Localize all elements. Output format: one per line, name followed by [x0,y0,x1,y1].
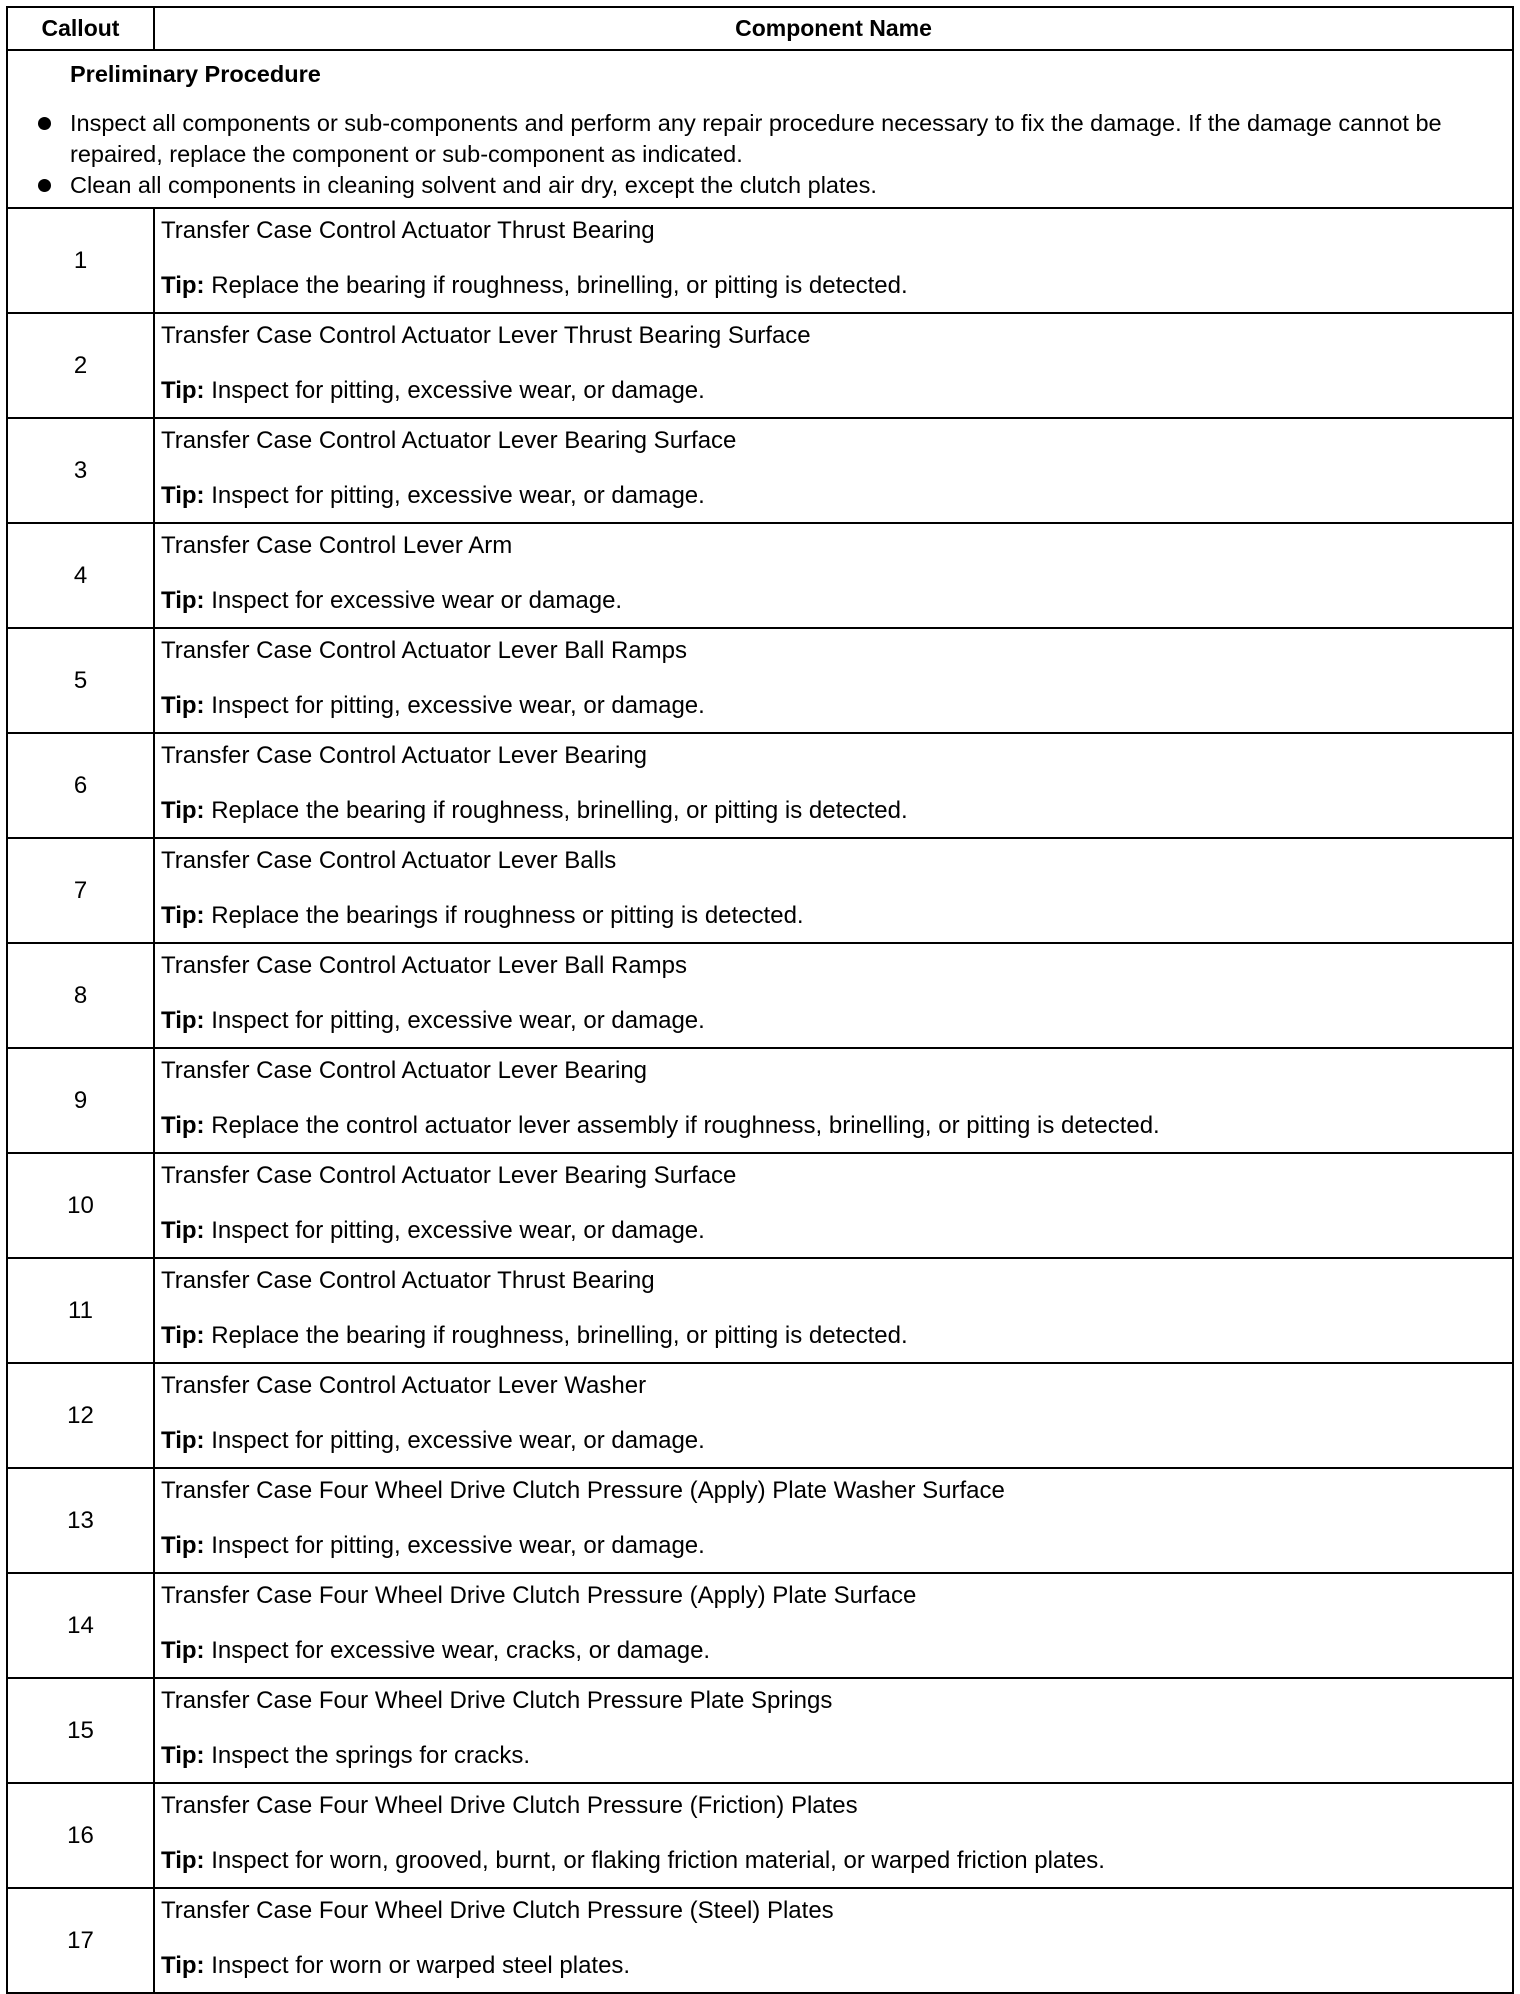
tip-text: Inspect for pitting, excessive wear, or damage. [211,1532,705,1559]
component-name: Transfer Case Four Wheel Drive Clutch Pressure (Steel) Plates [161,1897,834,1924]
component-cell [154,1678,1513,1783]
tip-text: Inspect for worn or warped steel plates. [211,1952,631,1979]
table-row [7,838,1513,943]
component-cell [154,313,1513,418]
component-name: Transfer Case Control Actuator Lever Bearing [161,1057,648,1084]
component-cell [154,838,1513,943]
tip-label: Tip: [161,1847,205,1874]
component-name: Transfer Case Four Wheel Drive Clutch Pressure (Friction) Plates [161,1792,858,1819]
component-name: Transfer Case Four Wheel Drive Clutch Pressure Plate Springs [161,1687,833,1714]
component-cell [154,1783,1513,1888]
callout-number: 6 [7,733,154,838]
tip-label: Tip: [161,1007,205,1034]
tip-text: Inspect for pitting, excessive wear, or damage. [211,692,705,719]
tip-text: Inspect for pitting, excessive wear, or damage. [211,1007,705,1034]
tip-text: Inspect for worn, grooved, burnt, or flaking friction material, or warped friction plates. [211,1847,1105,1874]
tip-label: Tip: [161,1637,205,1664]
component-cell [154,1363,1513,1468]
tip-line [161,797,908,824]
table-row [7,418,1513,523]
table-row [7,628,1513,733]
component-cell [154,1573,1513,1678]
tip-text: Replace the bearing if roughness, brinelling, or pitting is detected. [211,272,908,299]
callout-number: 17 [7,1888,154,1993]
component-cell [154,628,1513,733]
tip-line [161,587,622,614]
tip-line [161,902,804,929]
callout-number: 11 [7,1258,154,1363]
tip-label: Tip: [161,1112,205,1139]
preliminary-title: Preliminary Procedure [70,61,321,87]
callout-number: 16 [7,1783,154,1888]
bullet-dot-icon [38,117,51,130]
header-row [7,7,1513,50]
tip-label: Tip: [161,482,205,509]
callout-number: 8 [7,943,154,1048]
tip-line [161,272,908,299]
component-table [6,6,1514,1994]
table-row [7,1258,1513,1363]
tip-line [161,692,705,719]
callout-number: 14 [7,1573,154,1678]
tip-text: Inspect for pitting, excessive wear, or damage. [211,1427,705,1454]
tip-line [161,1952,630,1979]
callout-number: 12 [7,1363,154,1468]
table-row [7,1888,1513,1993]
callout-number: 10 [7,1153,154,1258]
callout-number: 13 [7,1468,154,1573]
callout-header: Callout [7,7,154,50]
table-row [7,1048,1513,1153]
component-cell [154,523,1513,628]
component-name: Transfer Case Control Lever Arm [161,532,513,559]
component-cell [154,1048,1513,1153]
preliminary-bullets [16,108,1494,201]
callout-number: 5 [7,628,154,733]
tip-label: Tip: [161,1217,205,1244]
preliminary-procedure [7,50,1513,208]
tip-line [161,1217,705,1244]
preliminary-bullet [16,108,1494,170]
tip-label: Tip: [161,377,205,404]
tip-text: Replace the bearing if roughness, brinelling, or pitting is detected. [211,1322,908,1349]
component-name: Transfer Case Control Actuator Lever Bearing Surface [161,427,737,454]
table-row [7,1678,1513,1783]
component-name: Transfer Case Control Actuator Lever Washer [161,1372,647,1399]
tip-label: Tip: [161,692,205,719]
tip-label: Tip: [161,1952,205,1979]
tip-line [161,482,705,509]
tip-label: Tip: [161,1322,205,1349]
table-row [7,1783,1513,1888]
tip-line [161,1112,1160,1139]
tip-label: Tip: [161,1532,205,1559]
table-row [7,733,1513,838]
callout-number: 2 [7,313,154,418]
preliminary-bullet-text: Inspect all components or sub-components and perform any repair procedure necessary to fix the damage. If the damage cannot be repaired, replace the component or sub-component as indicated. [70,110,1442,167]
component-name: Transfer Case Four Wheel Drive Clutch Pressure (Apply) Plate Surface [161,1582,917,1609]
tip-text: Inspect for pitting, excessive wear, or damage. [211,377,705,404]
tip-text: Replace the bearing if roughness, brinelling, or pitting is detected. [211,797,908,824]
callout-number: 3 [7,418,154,523]
component-name: Transfer Case Control Actuator Thrust Bearing [161,1267,655,1294]
tip-label: Tip: [161,1427,205,1454]
tip-line [161,1322,908,1349]
component-name: Transfer Case Control Actuator Lever Balls [161,847,617,874]
callout-number: 7 [7,838,154,943]
component-name: Transfer Case Control Actuator Lever Thrust Bearing Surface [161,322,811,349]
tip-text: Inspect for excessive wear or damage. [211,587,623,614]
component-name: Transfer Case Control Actuator Lever Ball Ramps [161,952,687,979]
component-cell [154,208,1513,313]
preliminary-bullet-text: Clean all components in cleaning solvent and air dry, except the clutch plates. [70,172,877,198]
component-name: Transfer Case Four Wheel Drive Clutch Pressure (Apply) Plate Washer Surface [161,1477,1005,1504]
tip-label: Tip: [161,1742,205,1769]
tip-line [161,377,705,404]
component-cell [154,943,1513,1048]
preliminary-bullet [16,170,1494,201]
tip-line [161,1742,530,1769]
tip-text: Inspect for pitting, excessive wear, or damage. [211,482,705,509]
table-row [7,943,1513,1048]
component-cell [154,1258,1513,1363]
component-name: Transfer Case Control Actuator Thrust Bearing [161,217,655,244]
tip-text: Replace the bearings if roughness or pitting is detected. [211,902,804,929]
component-cell [154,1153,1513,1258]
bullet-dot-icon [38,179,51,192]
callout-number: 1 [7,208,154,313]
callout-number: 15 [7,1678,154,1783]
tip-line [161,1427,705,1454]
tip-label: Tip: [161,272,205,299]
tip-line [161,1007,705,1034]
table-row [7,313,1513,418]
preliminary-row [7,50,1513,208]
component-name: Transfer Case Control Actuator Lever Bearing Surface [161,1162,737,1189]
table-row [7,1153,1513,1258]
component-cell [154,1888,1513,1993]
tip-text: Inspect for excessive wear, cracks, or damage. [211,1637,711,1664]
component-name: Transfer Case Control Actuator Lever Bearing [161,742,648,769]
tip-text: Inspect the springs for cracks. [211,1742,531,1769]
tip-line [161,1637,710,1664]
tip-text: Replace the control actuator lever assembly if roughness, brinelling, or pitting is detected. [211,1112,1160,1139]
callout-number: 9 [7,1048,154,1153]
tip-label: Tip: [161,797,205,824]
component-cell [154,418,1513,523]
tip-label: Tip: [161,587,205,614]
table-row [7,523,1513,628]
tip-label: Tip: [161,902,205,929]
table-row [7,1363,1513,1468]
callout-number: 4 [7,523,154,628]
component-name-header: Component Name [154,7,1513,50]
table-row [7,1468,1513,1573]
component-cell [154,733,1513,838]
component-name: Transfer Case Control Actuator Lever Ball Ramps [161,637,687,664]
table-row [7,1573,1513,1678]
component-cell [154,1468,1513,1573]
tip-text: Inspect for pitting, excessive wear, or damage. [211,1217,705,1244]
table-row [7,208,1513,313]
tip-line [161,1532,705,1559]
